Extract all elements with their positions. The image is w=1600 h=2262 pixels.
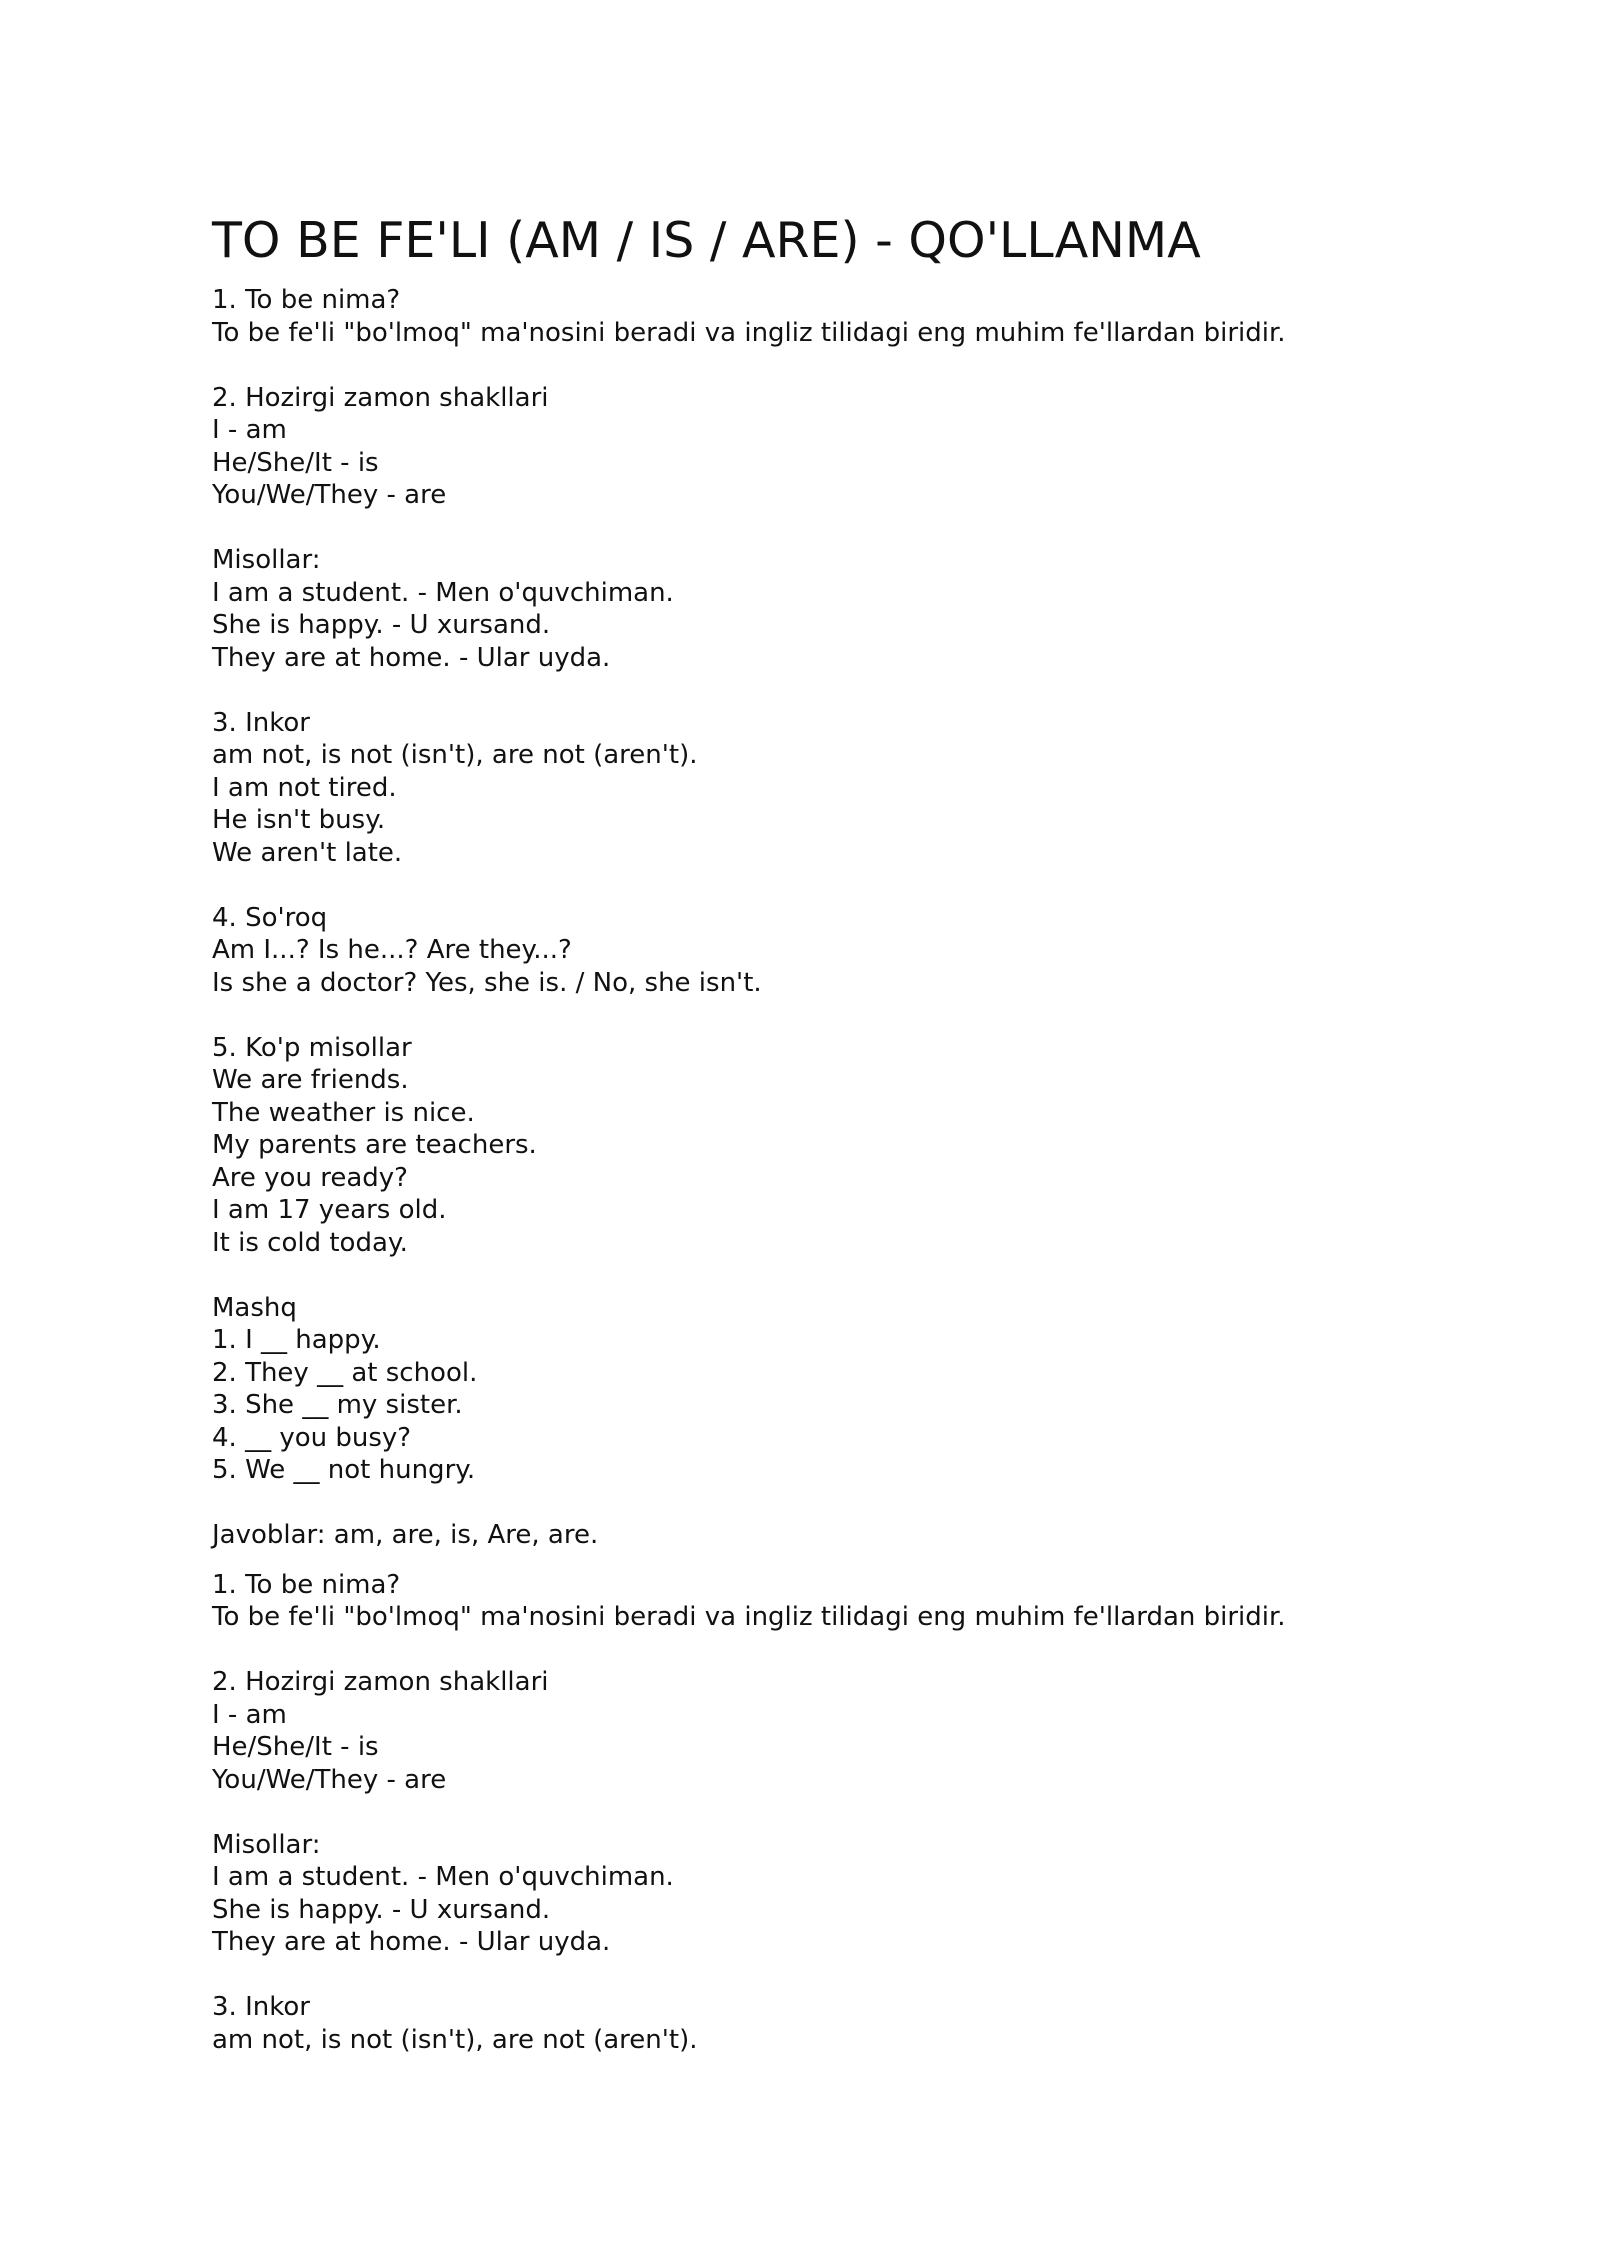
exercise-item: 3. She __ my sister. [212, 1390, 463, 1420]
question-line: Am I...? Is he...? Are they...? [212, 935, 572, 965]
spacer [212, 1959, 1492, 1992]
spacer [212, 999, 1492, 1032]
form-line: He/She/It - is [212, 447, 379, 478]
repeat-example-line: She is happy. - U xursand. [212, 1894, 551, 1925]
more-example-line: I am 17 years old. [212, 1195, 447, 1225]
exercise-item: 4. __ you busy? [212, 1422, 412, 1453]
question-line: Is she a doctor? Yes, she is. / No, she isn't. [212, 967, 762, 998]
spacer [212, 1259, 1492, 1292]
section-heading-more-examples: 5. Ko'p misollar [212, 1032, 412, 1063]
document-title: TO BE FE'LI (AM / IS / ARE) - QO'LLANMA [212, 212, 1201, 269]
more-example-line: We are friends. [212, 1065, 409, 1095]
more-example-line: Are you ready? [212, 1162, 408, 1193]
repeat-negative-line: am not, is not (isn't), are not (aren't). [212, 2024, 698, 2055]
repeat-example-line: They are at home. - Ular uyda. [212, 1927, 611, 1957]
section-text: To be fe'li "bo'lmoq" ma'nosini beradi va ingliz tilidagi eng muhim fe'llardan biridir. [212, 317, 1286, 348]
repeat-form-line: He/She/It - is [212, 1732, 379, 1762]
spacer [212, 349, 1492, 382]
more-example-line: It is cold today. [212, 1227, 408, 1258]
example-line: She is happy. - U xursand. [212, 610, 551, 640]
negative-line: He isn't busy. [212, 805, 386, 835]
repeat-section-text: To be fe'li "bo'lmoq" ma'nosini beradi va ingliz tilidagi eng muhim fe'llardan biridir. [212, 1602, 1286, 1632]
exercise-item: 2. They __ at school. [212, 1357, 478, 1388]
exercise-item: 1. I __ happy. [212, 1325, 381, 1355]
repeat-examples-heading: Misollar: [212, 1829, 321, 1860]
spacer [212, 1552, 1492, 1569]
section-heading-question: 4. So'roq [212, 902, 328, 933]
exercise-heading: Mashq [212, 1292, 297, 1323]
spacer [212, 1796, 1492, 1829]
repeat-form-line: You/We/They - are [212, 1764, 447, 1795]
negative-line: We aren't late. [212, 837, 403, 868]
form-line: You/We/They - are [212, 480, 447, 510]
exercise-item: 5. We __ not hungry. [212, 1455, 476, 1485]
examples-heading: Misollar: [212, 545, 321, 575]
repeat-form-line: I - am [212, 1699, 287, 1730]
section-heading-what-is-to-be: 1. To be nima? [212, 285, 401, 315]
repeat-example-line: I am a student. - Men o'quvchiman. [212, 1862, 674, 1892]
example-line: I am a student. - Men o'quvchiman. [212, 577, 674, 608]
spacer [212, 674, 1492, 707]
spacer [212, 1487, 1492, 1520]
answers-line: Javoblar: am, are, is, Are, are. [212, 1520, 599, 1550]
spacer [212, 869, 1492, 902]
spacer [212, 1634, 1492, 1667]
example-line: They are at home. - Ular uyda. [212, 642, 611, 673]
more-example-line: The weather is nice. [212, 1097, 475, 1128]
repeat-section-heading-negative: 3. Inkor [212, 1992, 310, 2022]
form-line: I - am [212, 415, 287, 445]
section-heading-present-forms: 2. Hozirgi zamon shakllari [212, 382, 549, 413]
more-example-line: My parents are teachers. [212, 1130, 537, 1160]
section-heading-negative: 3. Inkor [212, 707, 310, 738]
spacer [212, 512, 1492, 545]
repeat-section-heading-what-is-to-be: 1. To be nima? [212, 1569, 401, 1600]
negative-line: am not, is not (isn't), are not (aren't). [212, 740, 698, 770]
repeat-section-heading-present-forms: 2. Hozirgi zamon shakllari [212, 1667, 549, 1697]
document-page [212, 210, 1492, 2056]
negative-line: I am not tired. [212, 772, 397, 803]
